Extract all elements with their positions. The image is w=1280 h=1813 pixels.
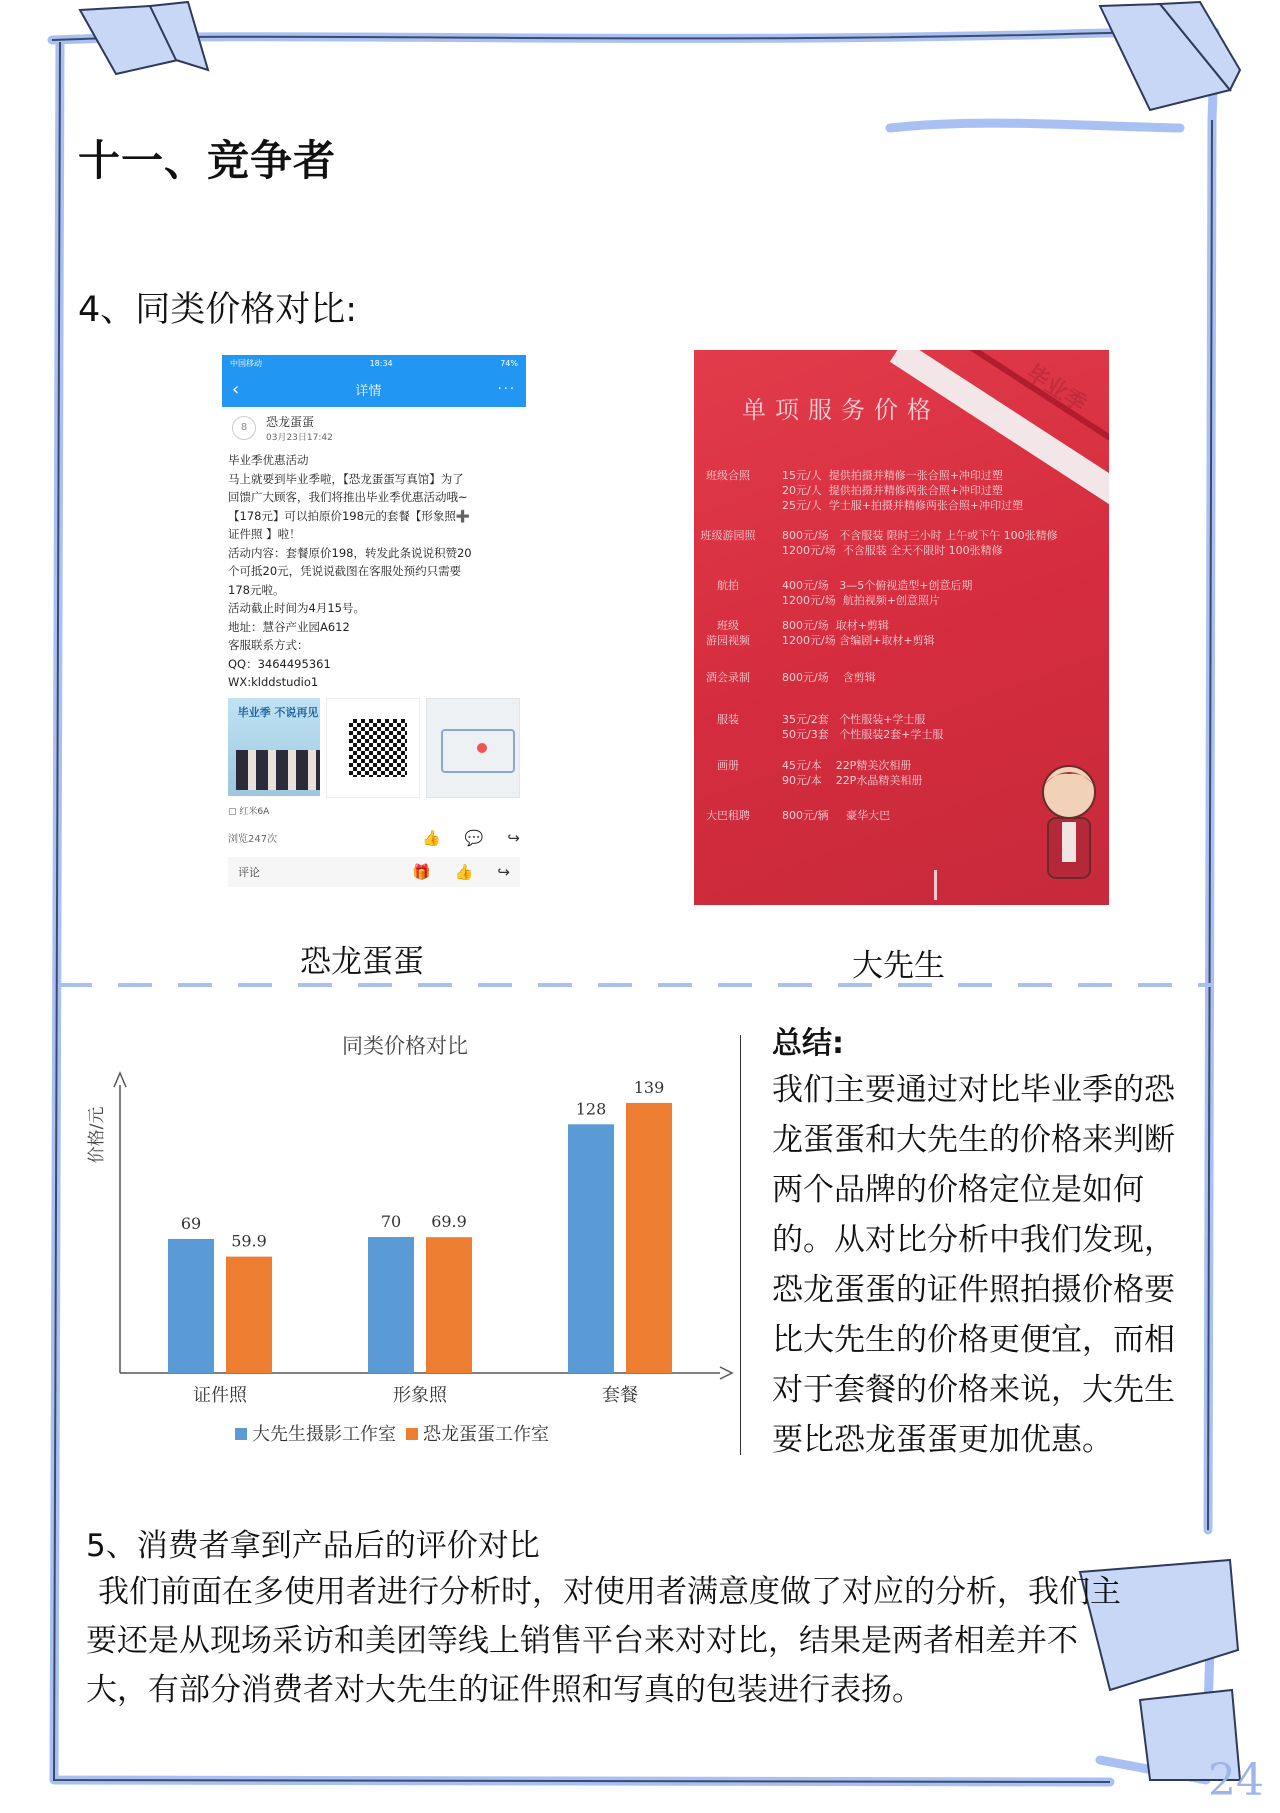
post-body [222,449,526,694]
summary-title: 总结: [772,1026,844,1061]
board-row-category: 班级游园照 [700,529,756,542]
poster-name: 恐龙蛋蛋 [266,415,315,429]
poster-date: 03月23日17:42 [266,433,333,443]
board-row-prices: 800元/辆 豪华大巴 [782,809,891,822]
status-time: 18:34 [369,358,393,368]
phone-page-title: 详情 [355,383,382,399]
board-row-category: 大巴租聘 [706,809,750,822]
bar-data-label: 59.9 [231,1231,267,1251]
bar-data-label: 139 [633,1077,665,1097]
summary-text: 我们主要通过对比毕业季的恐龙蛋蛋和大先生的价格来判断两个品牌的价格定位是如何的。从对比分析中我们发现，恐龙蛋蛋的证件照拍摄价格要比大先生的价格更便宜，而相对于套餐的价格来说，大先生要比恐龙蛋蛋更加优惠。 [772,1072,1175,1458]
post-line: 地址：慧谷产业园A612 [228,619,350,634]
board-row-category: 酒会录制 [706,671,750,684]
phone-nav-bar [222,371,526,407]
post-line: 客服联系方式： [228,638,309,652]
caption-konglong: 恐龙蛋蛋 [300,944,424,980]
post-line: 毕业季优惠活动 [228,453,309,467]
board-row-prices: 35元/2套 个性服装+学士服 50元/3套 个性服装2套+学士服 [782,713,944,741]
view-count: 浏览247次 [228,834,278,845]
like-icon[interactable]: 👍 [422,828,441,847]
section5-heading: 5、消费者拿到产品后的评价对比 [86,1528,540,1564]
bar-data-label: 69 [180,1213,202,1233]
price-comparison-chart [80,1025,740,1485]
section-heading: 十一、竞争者 [78,136,337,185]
board-row-prices: 800元/场 含剪辑 [782,671,876,684]
caption-daxiansheng: 大先生 [852,948,945,984]
x-tick-label: 套餐 [602,1385,638,1406]
legend-swatch [406,1428,418,1440]
bar-konglong-1 [426,1237,472,1373]
x-tick-label: 形象照 [393,1385,447,1406]
board-row-category: 服装 [717,713,739,726]
avatar: 8 [232,416,256,440]
board-row-prices: 45元/本 22P精美次相册 90元/本 22P水晶精美相册 [782,759,923,787]
subheading-price-comparison: 4、同类价格对比: [78,290,358,330]
bar-daxiansheng-2 [568,1124,614,1373]
thumb-caption: 毕业季 不说再见 [237,705,319,719]
post-line: QQ：3464495361 [228,656,331,671]
board-row-prices: 800元/场 取材+剪辑 1200元/场 含编剧+取材+剪辑 [782,619,935,647]
legend-label: 恐龙蛋蛋工作室 [423,1424,549,1445]
post-line: 证件照 】啦！ [228,527,301,541]
board-title: 单项服务价格 [742,396,940,424]
device-label: ▢ 红米6A [228,806,270,817]
gift-icon[interactable]: 🎁 [412,862,431,881]
bar-data-label: 70 [380,1211,402,1231]
board-row-category: 航拍 [717,579,739,592]
post-line: 活动截止时间为4月15号。 [228,601,365,615]
post-line: 回馈广大顾客，我们将推出毕业季优惠活动哦~ [228,490,468,504]
board-row-category: 班级合照 [706,469,750,482]
map-thumbnail[interactable] [426,698,520,798]
comment-input[interactable]: 评论 [238,865,260,879]
share-icon[interactable]: ↪ [507,828,520,847]
board-row-prices: 400元/场 3—5个俯视造型+创意后期 1200元/场 航拍视频+创意照片 [782,579,973,607]
bar-data-label: 69.9 [431,1212,467,1232]
x-axis-arrow-icon [720,1367,732,1379]
bar-daxiansheng-0 [168,1239,214,1373]
post-line: 马上就要到毕业季啦，【恐龙蛋蛋写真馆】为了 [228,471,464,486]
price-board-photo [694,350,1109,905]
status-battery: 74% [500,358,518,368]
legend-swatch [235,1428,247,1440]
more-dots-icon[interactable]: ··· [497,381,516,397]
mascot-illustration [1034,762,1104,902]
divider-vertical [740,1035,741,1455]
share-icon[interactable]: ↪ [497,862,510,881]
back-chevron-icon[interactable]: ‹ [232,378,240,400]
chart-legend [235,1424,549,1445]
bar-konglong-0 [226,1257,272,1373]
board-row-prices: 15元/人 提供拍摄并精修一张合照+冲印过塑 20元/人 提供拍摄并精修两张合照+冲印过塑 25元/人 学士服+拍摄并精修两张合照+冲印过塑 [782,469,1024,512]
post-line: 个可抵20元，凭说说截图在客服处预约只需要 [228,564,462,578]
board-row-category: 班级 游园视频 [706,619,750,647]
chart-y-axis-label: 价格/元 [87,1106,107,1164]
like-icon[interactable]: 👍 [454,862,474,881]
post-line: 活动内容：套餐原价198，转发此条说说积赞20 [228,545,472,560]
bar-data-label: 128 [575,1099,607,1119]
post-line: 178元啦。 [228,582,285,597]
board-seal: 毕业季 [1021,360,1091,418]
status-carrier: 中国移动 [230,358,262,368]
post-line: 【178元】可以拍原价198元的套餐【形象照➕ [228,508,471,523]
qr-code-thumbnail[interactable] [326,698,420,798]
phone-screenshot [222,355,526,895]
phone-status-bar [222,355,526,371]
legend-label: 大先生摄影工作室 [252,1424,396,1445]
comment-bar [228,857,520,887]
bar-daxiansheng-1 [368,1237,414,1373]
poster-thumbnail[interactable] [228,698,320,796]
post-header [222,407,526,449]
chart-title: 同类价格对比 [342,1034,468,1058]
post-images [222,694,526,802]
y-axis-arrow-icon [114,1073,126,1087]
post-stats [222,819,526,857]
bar-konglong-2 [626,1103,672,1373]
board-row-category: 画册 [717,759,739,772]
page-number: 24 [1208,1755,1264,1806]
board-row-prices: 800元/场 不含服装 限时三小时 上午或下午 100张精修 1200元/场 不含服装 全天不限时 100张精修 [782,529,1058,557]
post-line: WX:klddstudio1 [228,675,319,689]
x-tick-label: 证件照 [193,1385,247,1406]
comment-icon[interactable]: 💬 [464,828,484,847]
section5-paragraph: 我们前面在多使用者进行分析时，对使用者满意度做了对应的分析，我们主要还是从现场采访和美团等线上销售平台来对对比，结果是两者相差并不大，有部分消费者对大先生的证件照和写真的包装进行表扬。 [86,1574,1121,1708]
